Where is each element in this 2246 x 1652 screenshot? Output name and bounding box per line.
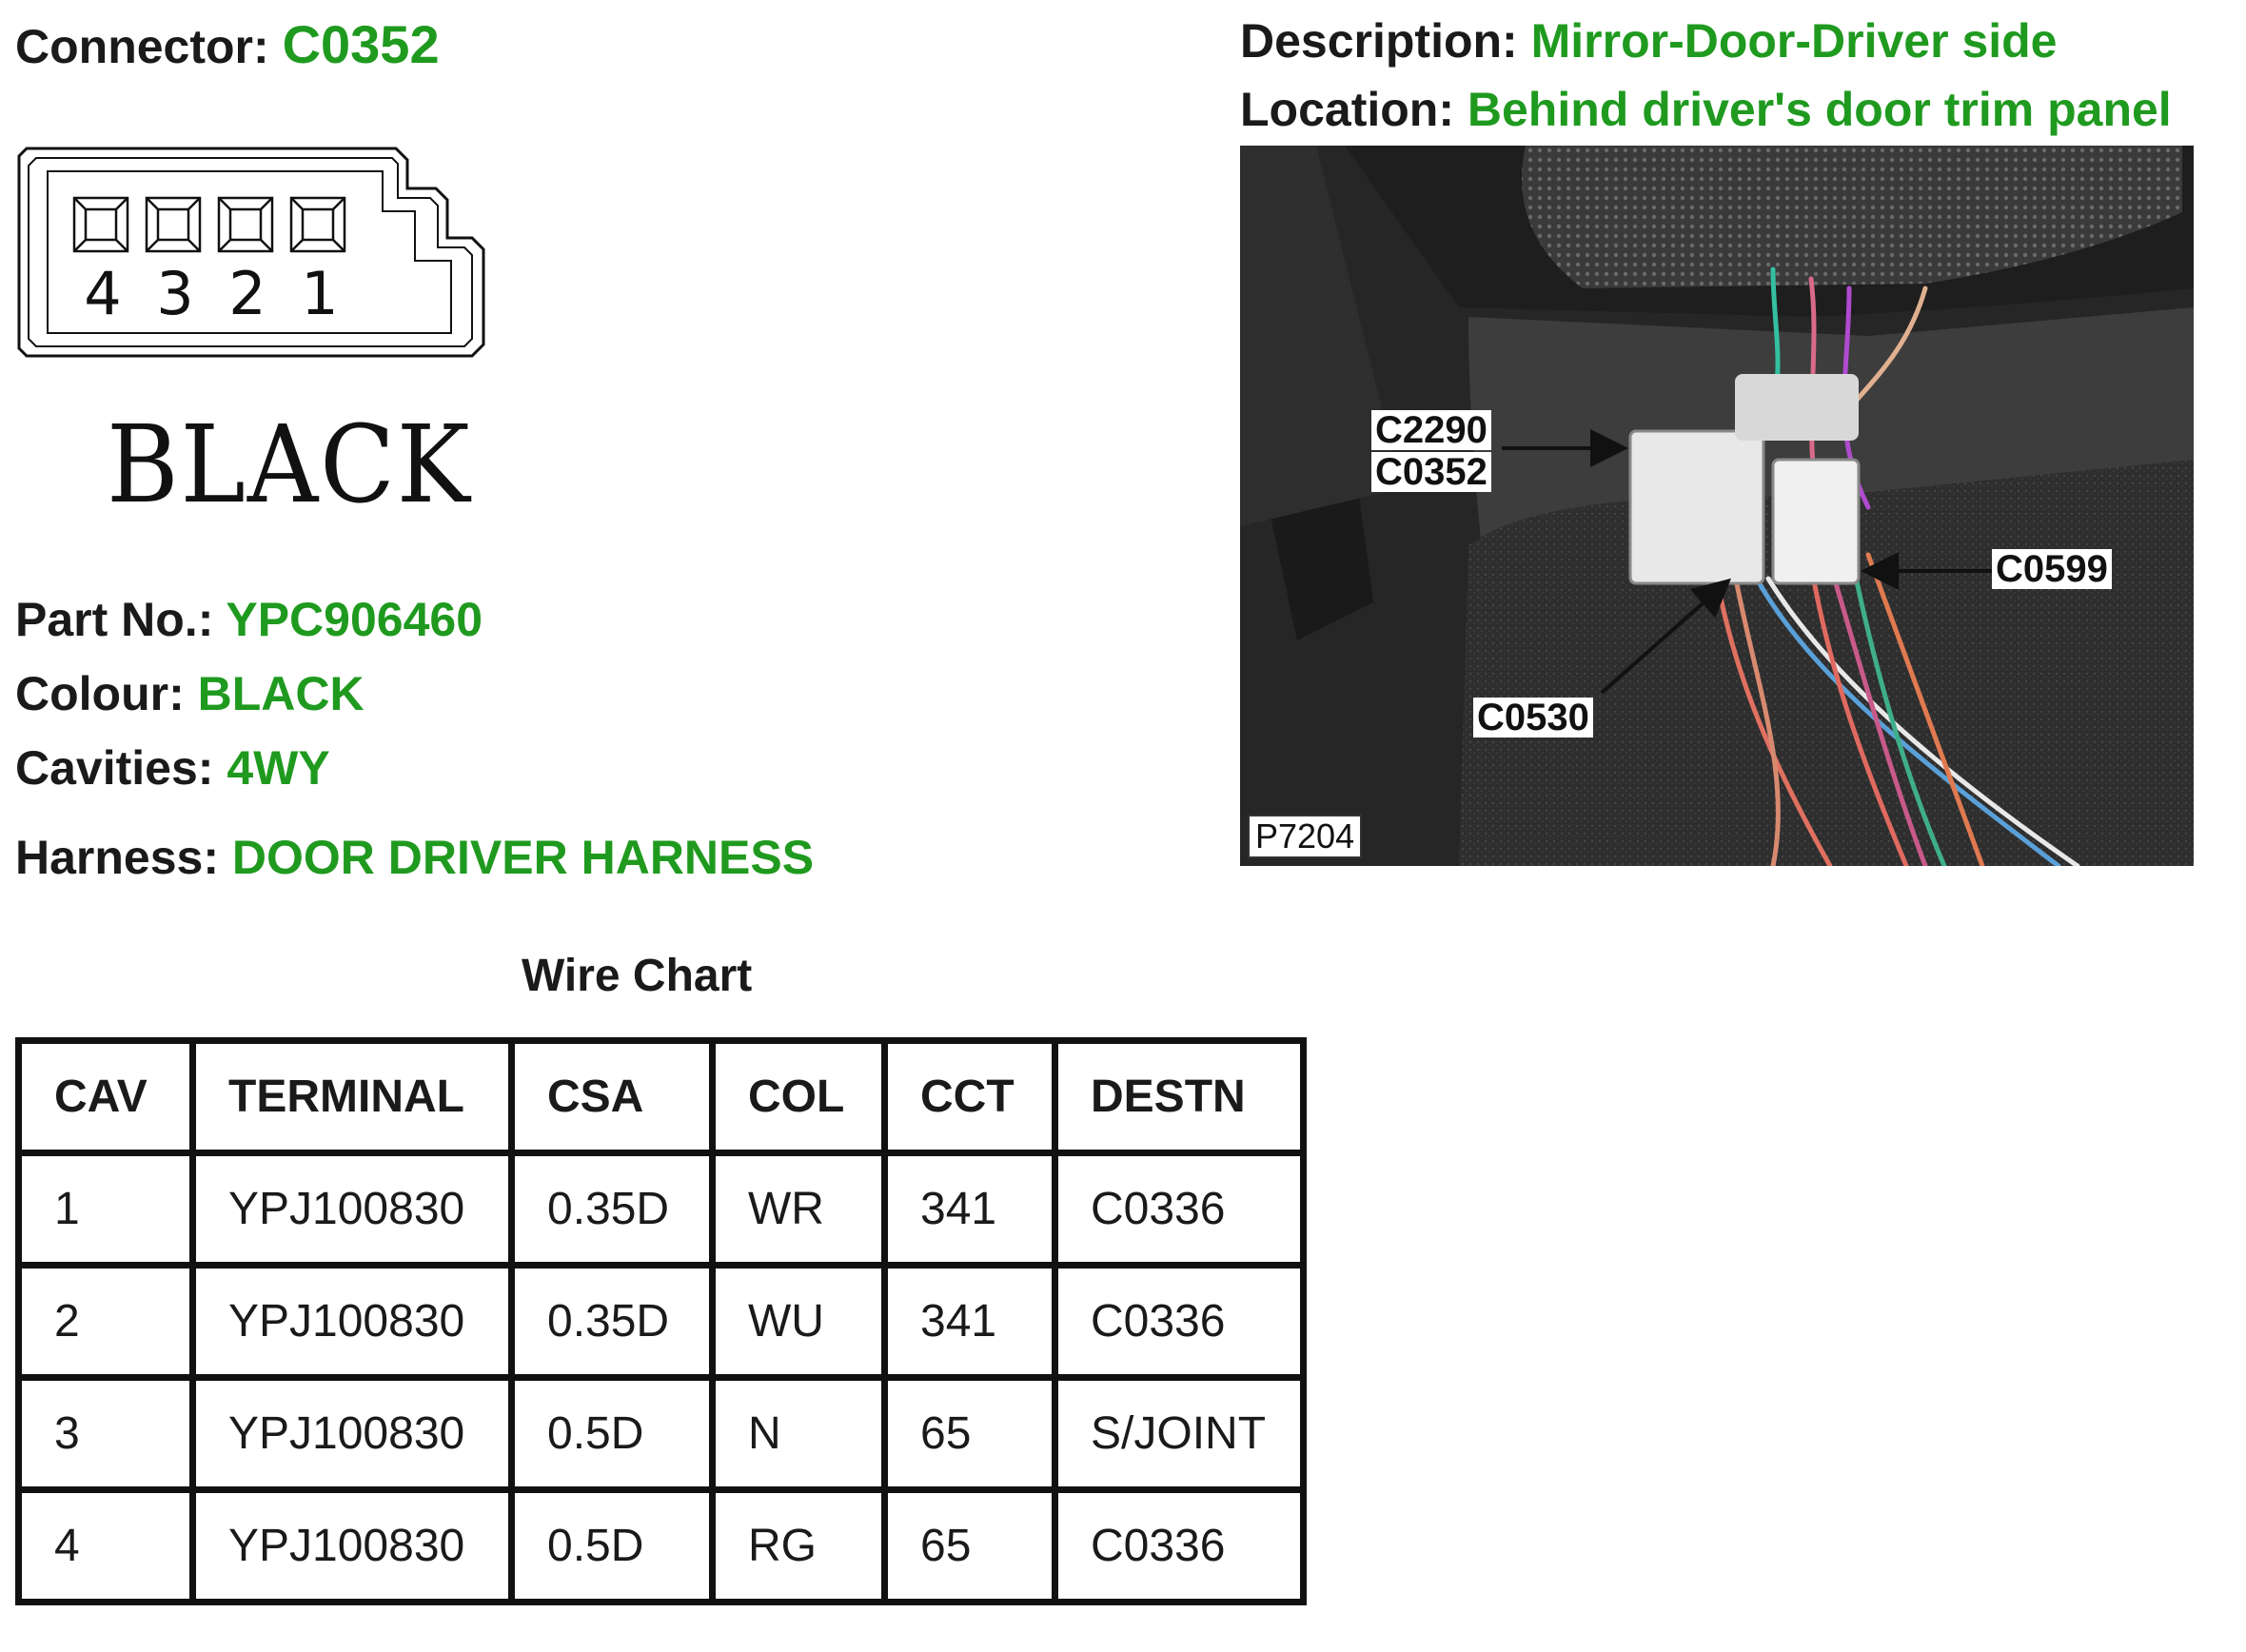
connector-value: C0352 — [282, 14, 440, 74]
description-line — [1240, 13, 2058, 69]
cavities-value: 4WY — [227, 741, 330, 795]
table-cell: 2 — [19, 1266, 193, 1378]
table-cell: N — [713, 1378, 885, 1490]
table-cell: 341 — [885, 1153, 1055, 1266]
wire-chart-table — [15, 1037, 1307, 1605]
wire-chart-title: Wire Chart — [522, 951, 753, 1001]
table-cell: 65 — [885, 1490, 1055, 1603]
colour-line — [15, 666, 364, 721]
table-cell: 0.35D — [512, 1266, 713, 1378]
column-header: TERMINAL — [193, 1041, 512, 1153]
harness-label: Harness: — [15, 831, 219, 884]
table-cell: WU — [713, 1266, 885, 1378]
table-cell: C0336 — [1055, 1490, 1304, 1603]
pin-number-label: 2 — [228, 259, 266, 328]
table-cell: 0.5D — [512, 1378, 713, 1490]
table-cell: 0.5D — [512, 1490, 713, 1603]
harness-value: DOOR DRIVER HARNESS — [231, 831, 815, 884]
callout-c2290: C2290 — [1371, 410, 1491, 450]
table-row — [19, 1153, 1304, 1266]
table-cell: YPJ100830 — [193, 1378, 512, 1490]
table-cell: YPJ100830 — [193, 1490, 512, 1603]
table-cell: 1 — [19, 1153, 193, 1266]
photo-illustration — [1240, 146, 2194, 866]
table-cell: RG — [713, 1490, 885, 1603]
colour-label: Colour: — [15, 667, 185, 720]
column-header: DESTN — [1055, 1041, 1304, 1153]
column-header: COL — [713, 1041, 885, 1153]
column-header: CSA — [512, 1041, 713, 1153]
connector-line — [15, 13, 440, 75]
table-cell: S/JOINT — [1055, 1378, 1304, 1490]
table-row — [19, 1266, 1304, 1378]
table-header-row — [19, 1041, 1304, 1153]
callout-c0352: C0352 — [1371, 452, 1491, 492]
table-row — [19, 1378, 1304, 1490]
location-value: Behind driver's door trim panel — [1467, 83, 2172, 136]
callout-c0599: C0599 — [1992, 549, 2112, 589]
table-cell: YPJ100830 — [193, 1153, 512, 1266]
table-cell: C0336 — [1055, 1266, 1304, 1378]
table-cell: 3 — [19, 1378, 193, 1490]
cavities-label: Cavities: — [15, 741, 214, 795]
description-label: Description: — [1240, 14, 1518, 68]
table-cell: YPJ100830 — [193, 1266, 512, 1378]
table-cell: WR — [713, 1153, 885, 1266]
photo-id: P7204 — [1248, 815, 1362, 858]
table-cell: 0.35D — [512, 1153, 713, 1266]
part-no-label: Part No.: — [15, 593, 214, 646]
connector-face-diagram — [15, 143, 491, 362]
pin-number-label: 1 — [301, 259, 339, 328]
table-cell: 4 — [19, 1490, 193, 1603]
part-no-value: YPC906460 — [226, 593, 483, 646]
callout-c0530: C0530 — [1473, 698, 1593, 738]
column-header: CAV — [19, 1041, 193, 1153]
table-cell: 65 — [885, 1378, 1055, 1490]
pin-number-label: 3 — [156, 259, 194, 328]
table-row — [19, 1490, 1304, 1603]
connector-label: Connector: — [15, 20, 269, 73]
description-value: Mirror-Door-Driver side — [1530, 14, 2058, 68]
table-cell: C0336 — [1055, 1153, 1304, 1266]
harness-line — [15, 830, 814, 885]
colour-stamp: BLACK — [107, 403, 472, 527]
table-cell: 341 — [885, 1266, 1055, 1378]
location-line — [1240, 82, 2172, 137]
cavities-line — [15, 740, 330, 796]
colour-value: BLACK — [197, 667, 364, 720]
location-label: Location: — [1240, 83, 1454, 136]
pin-number-label: 4 — [84, 259, 122, 328]
part-no-line — [15, 592, 483, 647]
column-header: CCT — [885, 1041, 1055, 1153]
location-photo — [1240, 146, 2194, 866]
